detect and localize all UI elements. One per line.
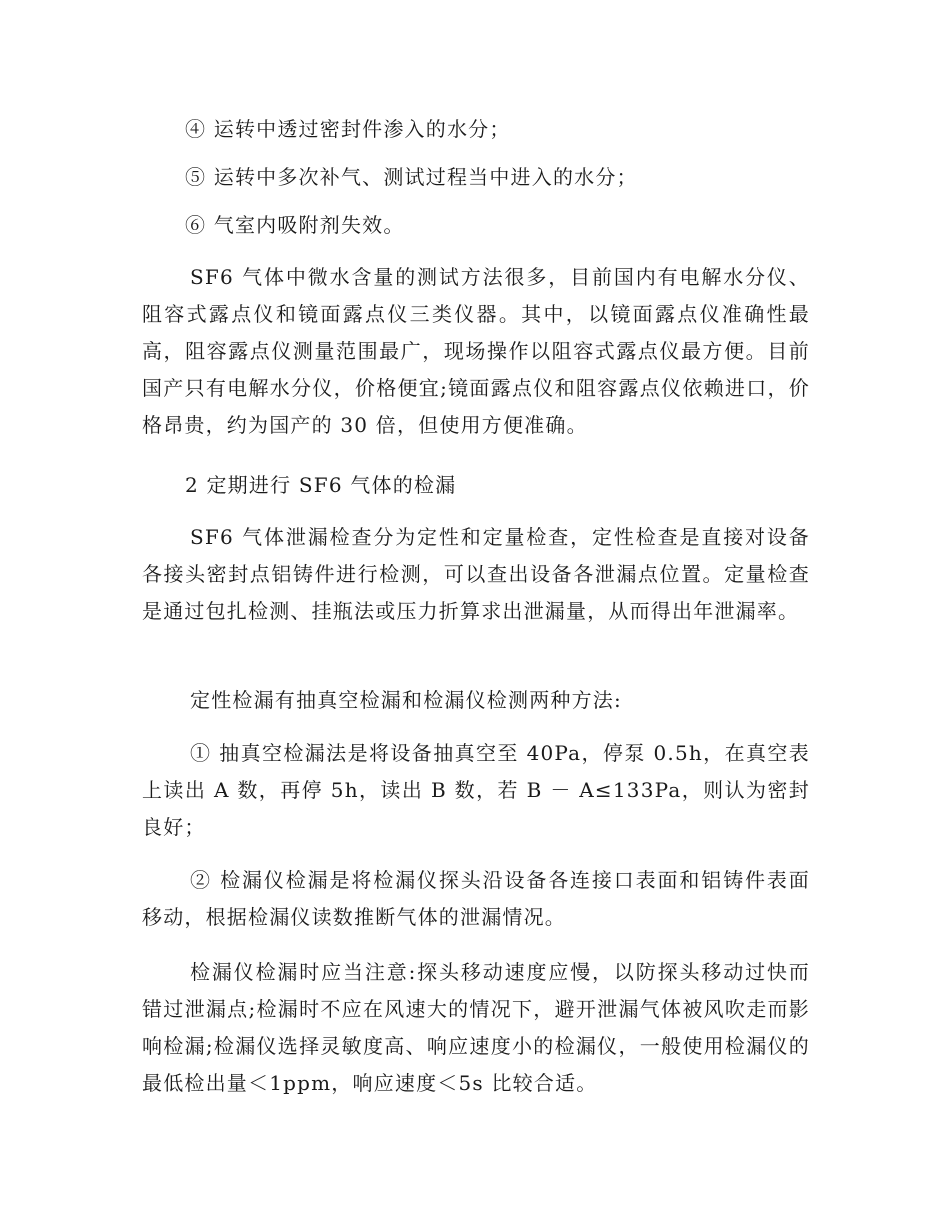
list-item-moisture-through-seals: ④ 运转中透过密封件渗入的水分； [185, 117, 511, 141]
paragraph-leak-inspection-types: SF6 气体泄漏检查分为定性和定量检查，定性检查是直接对设备各接头密封点铝铸件进行检测，可以查出设备各泄漏点位置。定量检查是通过包扎检测、挂瓶法或压力折算求出泄漏量，从而得出年泄漏率。 [142, 525, 810, 623]
list-item-adsorbent-failure: ⑥ 气室内吸附剂失效。 [185, 213, 405, 237]
paragraph-qualitative-methods: 定性检漏有抽真空检漏和检漏仪检测两种方法: [190, 688, 622, 712]
paragraph-detector-precautions: 检漏仪检漏时应当注意:探头移动速度应慢，以防探头移动过快而错过泄漏点;检漏时不应在风速大的情况下，避开泄漏气体被风吹走而影响检漏;检漏仪选择灵敏度高、响应速度小的检漏仪，一般使用检漏仪的最低检出量＜1ppm，响应速度＜5s 比较合适。 [142, 960, 810, 1095]
list-item-moisture-during-refill: ⑤ 运转中多次补气、测试过程当中进入的水分； [185, 165, 638, 189]
list-item-vacuum-method: ① 抽真空检漏法是将设备抽真空至 40Pa，停泵 0.5h，在真空表上读出 A 数，再停 5h，读出 B 数，若 B － A≤133Pa，则认为密封良好； [142, 741, 810, 839]
list-item-detector-method: ② 检漏仪检漏是将检漏仪探头沿设备各连接口表面和铝铸件表面移动，根据检漏仪读数推断气体的泄漏情况。 [142, 868, 810, 929]
paragraph-moisture-test-methods: SF6 气体中微水含量的测试方法很多，目前国内有电解水分仪、阻容式露点仪和镜面露点仪三类仪器。其中，以镜面露点仪准确性最高，阻容露点仪测量范围最广，现场操作以阻容式露点仪最方便。目前国产只有电解水分仪，价格便宜;镜面露点仪和阻容露点仪依赖进口，价格昂贵，约为国产的 30 倍，但使用方便准确。 [142, 265, 810, 437]
section-heading-leak-detection: 2 定期进行 SF6 气体的检漏 [185, 473, 457, 497]
